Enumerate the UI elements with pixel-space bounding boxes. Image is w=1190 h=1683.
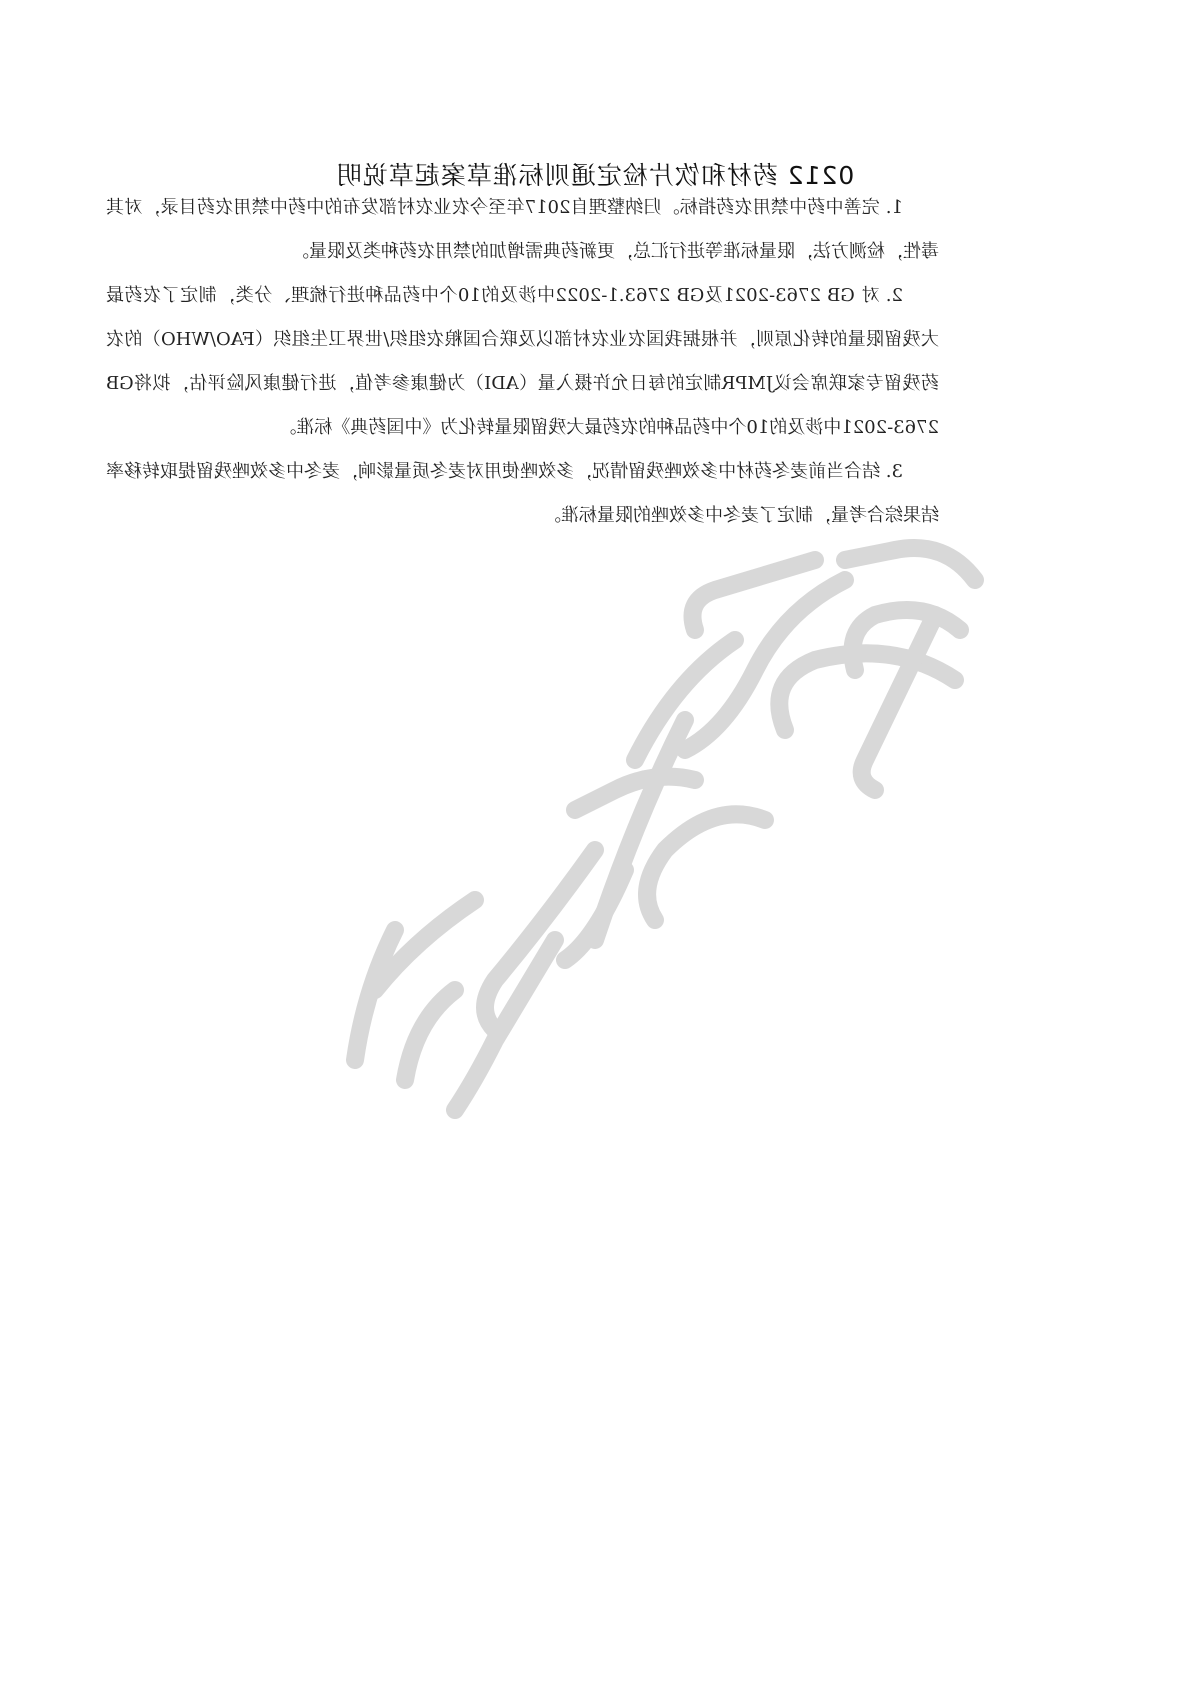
- watermark-logo-icon: [255, 520, 1015, 1140]
- paragraph-1: 1. 完善中药中禁用农药指标。归纳整理自2017年至今农业农村部发布的中药中禁用农药目录，对其毒性，检测方法，限量标准等进行汇总，更新药典需增加的禁用农药种类及限量。: [106, 197, 939, 262]
- paragraph-3: 3. 结合当前麦冬药材中多效唑残留情况，多效唑使用对麦冬质量影响，麦冬中多效唑残留提取转移率结果综合考量，制定了麦冬中多效唑的限量标准。: [106, 461, 939, 526]
- document-title: 0212 药材和饮片检定通则标准草案起草说明: [335, 161, 855, 190]
- paragraph-2: 2. 对 GB 2763-2021及GB 2763.1-2022中涉及的10个中药品种进行梳理、分类，制定了农药最大残留限量的转化原则，并根据我国农业农村部以及联合国粮农组织/世界卫生组织（FAO/WHO）的农药残留专家联席会议JMPR制定的每日允许摄入量（ADI）为健康参考值，进行健康风险评估，拟将GB 2763-2021中涉及的10个中药品种的农药最大残留限量转化为《中国药典》标准。: [106, 285, 939, 438]
- watermark: [255, 520, 1015, 1140]
- document-body: [106, 186, 939, 538]
